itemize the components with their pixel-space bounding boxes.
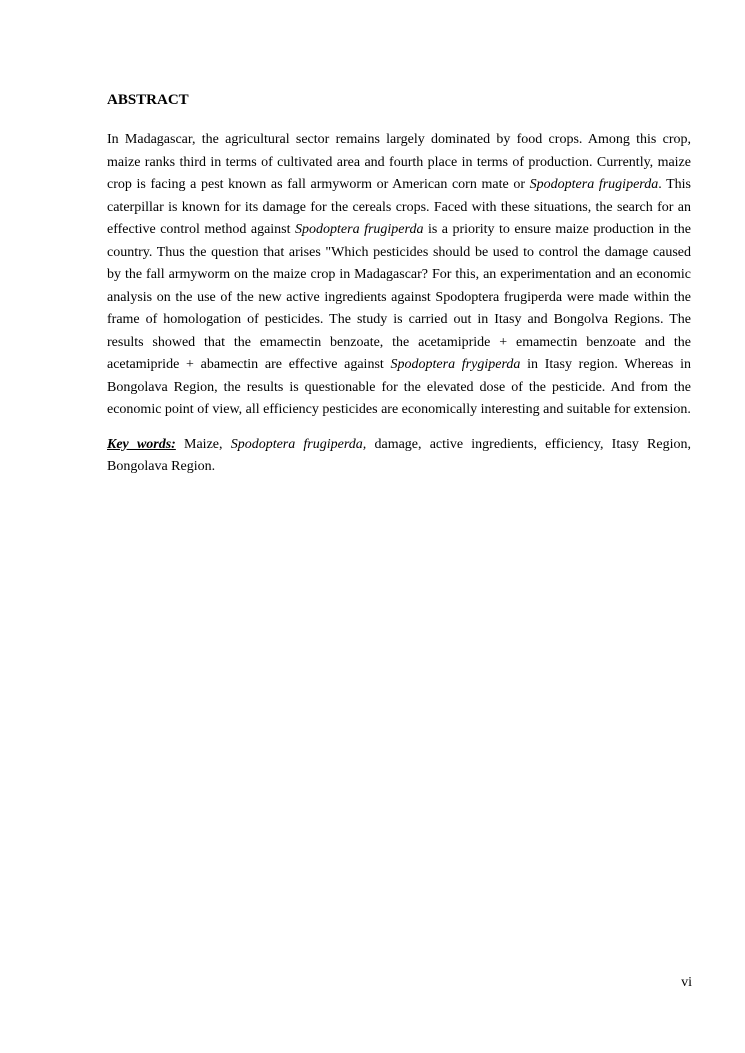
keywords-text-1: Maize,	[175, 436, 231, 452]
abstract-text-3: is a priority to ensure maize production in the country. Thus the question that arises "Which pesticides should be used to control the damage caused by the fall armyworm on the maize crop in Madagascar? For this, an experimentation and an economic analysis on the use of the new active ingredients against Spodoptera frugiperda were made within the frame of homologation of pesticides. The study is carried out in Itasy and Bongolva Regions. The results showed that the emamectin benzoate, the acetamipride + emamectin benzoate and the acetamipride + abamectin are effective against	[107, 222, 692, 372]
abstract-heading: ABSTRACT	[107, 92, 189, 108]
abstract-paragraph	[107, 129, 691, 422]
species-name-1: Spodoptera frugiperda	[529, 177, 659, 192]
keywords-paragraph	[107, 434, 691, 479]
keywords-species: Spodoptera frugiperda,	[230, 436, 367, 452]
species-name-3: Spodoptera frygiperda	[390, 357, 521, 372]
abstract-text-1: In Madagascar, the agricultural sector remains largely dominated by food crops. Among this crop, maize ranks third in terms of cultivated area and fourth place in terms of production. Currently, maize crop is facing a pest known as fall armyworm or American corn mate or	[107, 132, 691, 192]
keywords-text-2: damage, active ingredients, efficiency, Itasy Region, Bongolava Region.	[107, 436, 691, 474]
abstract-text-4: in Itasy region. Whereas in Bongolava Region, the results is questionable for the elevated dose of the pesticide. And from the economic point of view, all efficiency pesticides are economically interesting and suitable for extension.	[107, 357, 691, 417]
species-name-2: Spodoptera frugiperda	[295, 222, 424, 237]
page-number: vi	[681, 975, 692, 990]
document-page	[107, 89, 691, 479]
abstract-text-2: . This caterpillar is known for its damage for the cereals crops. Faced with these situations, the search for an effective control method against	[107, 177, 691, 237]
keywords-label: Key words:	[107, 436, 176, 452]
